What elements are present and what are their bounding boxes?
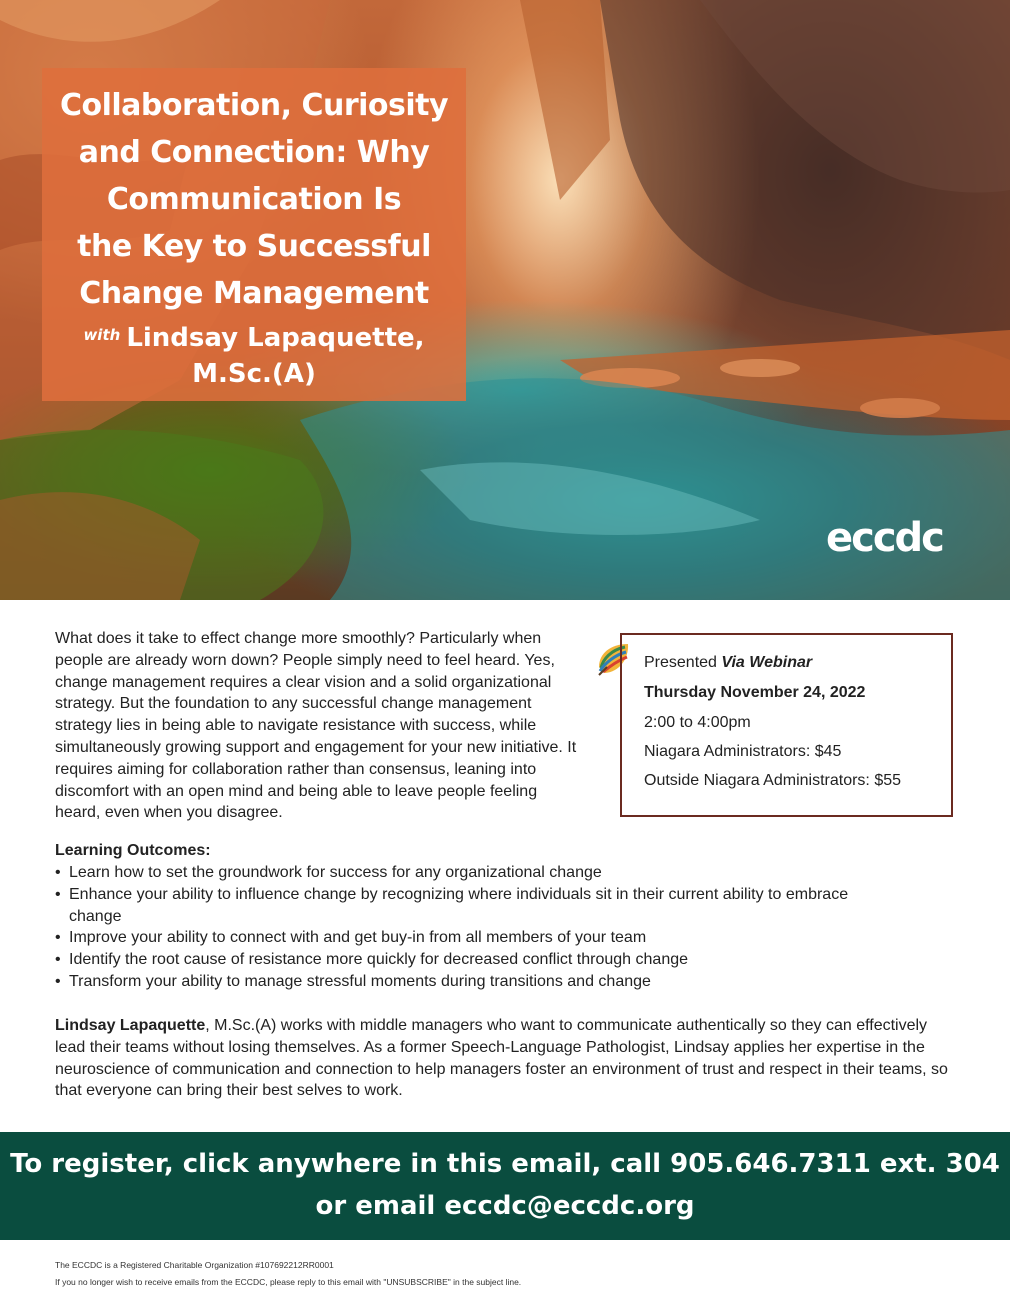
hero-image bbox=[0, 0, 1010, 600]
presenter-line-1: Lindsay Lapaquette, bbox=[126, 323, 425, 353]
event-headline bbox=[56, 82, 452, 317]
register-line-2[interactable]: or email eccdc@eccdc.org bbox=[315, 1191, 695, 1221]
charity-notice: The ECCDC is a Registered Charitable Organization #107692212RR0001 bbox=[55, 1260, 334, 1270]
list-item: • Transform your ability to manage stressful moments during transitions and change bbox=[55, 971, 855, 993]
headline-line: the Key to Successful bbox=[77, 229, 431, 264]
headline-line: Communication Is bbox=[106, 182, 402, 217]
presenter-name bbox=[62, 317, 446, 392]
presenter-line-2: M.Sc.(A) bbox=[192, 359, 316, 389]
list-item: • Identify the root cause of resistance more quickly for decreased conflict through change bbox=[55, 949, 855, 971]
presented-line bbox=[644, 654, 812, 672]
headline-line: and Connection: Why bbox=[78, 135, 430, 170]
intro-paragraph: What does it take to effect change more smoothly? Particularly when people are already worn down? People simply need to feel heard. Yes, change management requires a clear vision and a solid organizational strategy. But the foundation to any successful change management strategy lies in being able to navigate resistance with success, while simultaneously growing support and engagement for your new initiative. It requires aiming for collaboration rather than consensus, leaning into discomfort with an open mind and being able to leave people feeling heard, even when you disagree. bbox=[55, 630, 577, 822]
presented-label: Presented bbox=[644, 654, 717, 671]
event-time: 2:00 to 4:00pm bbox=[644, 714, 751, 731]
list-item: • Learn how to set the groundwork for success for any organizational change bbox=[55, 862, 855, 884]
bio-text: , M.Sc.(A) works with middle managers who want to communicate authentically so they can effectively lead their teams without losing themselves. As a former Speech-Language Pathologist, Lindsay applies her expertise in the neuroscience of communication and connection to help managers foster an environment of trust and respect in their teams, so that everyone can bring their best selves to work. bbox=[55, 1017, 948, 1100]
eccdc-logo: eccdc bbox=[826, 515, 943, 561]
headline-line: Change Management bbox=[79, 276, 429, 311]
price-niagara: Niagara Administrators: $45 bbox=[644, 743, 842, 760]
learning-outcomes-list bbox=[55, 862, 855, 993]
register-banner[interactable] bbox=[0, 1132, 1010, 1240]
presented-mode: Via Webinar bbox=[721, 654, 813, 671]
unsubscribe-notice: If you no longer wish to receive emails from the ECCDC, please reply to this email with "UNSUBSCRIBE" in the subject line. bbox=[55, 1277, 522, 1287]
with-label: with bbox=[83, 326, 121, 344]
list-item: • Improve your ability to connect with and get buy-in from all members of your team bbox=[55, 927, 855, 949]
title-box bbox=[42, 68, 466, 401]
event-details-box bbox=[620, 633, 953, 817]
event-date: Thursday November 24, 2022 bbox=[644, 684, 866, 701]
price-outside-niagara: Outside Niagara Administrators: $55 bbox=[644, 772, 902, 789]
presenter-bio bbox=[55, 1015, 960, 1102]
list-item: • Enhance your ability to influence change by recognizing where individuals sit in their current ability to embrace change bbox=[55, 884, 855, 928]
learning-outcomes-title: Learning Outcomes: bbox=[55, 842, 211, 859]
headline-line: Collaboration, Curiosity bbox=[59, 88, 449, 123]
bio-name: Lindsay Lapaquette bbox=[55, 1017, 206, 1034]
register-line-1[interactable]: To register, click anywhere in this email, call 905.646.7311 ext. 304 bbox=[10, 1149, 1000, 1179]
